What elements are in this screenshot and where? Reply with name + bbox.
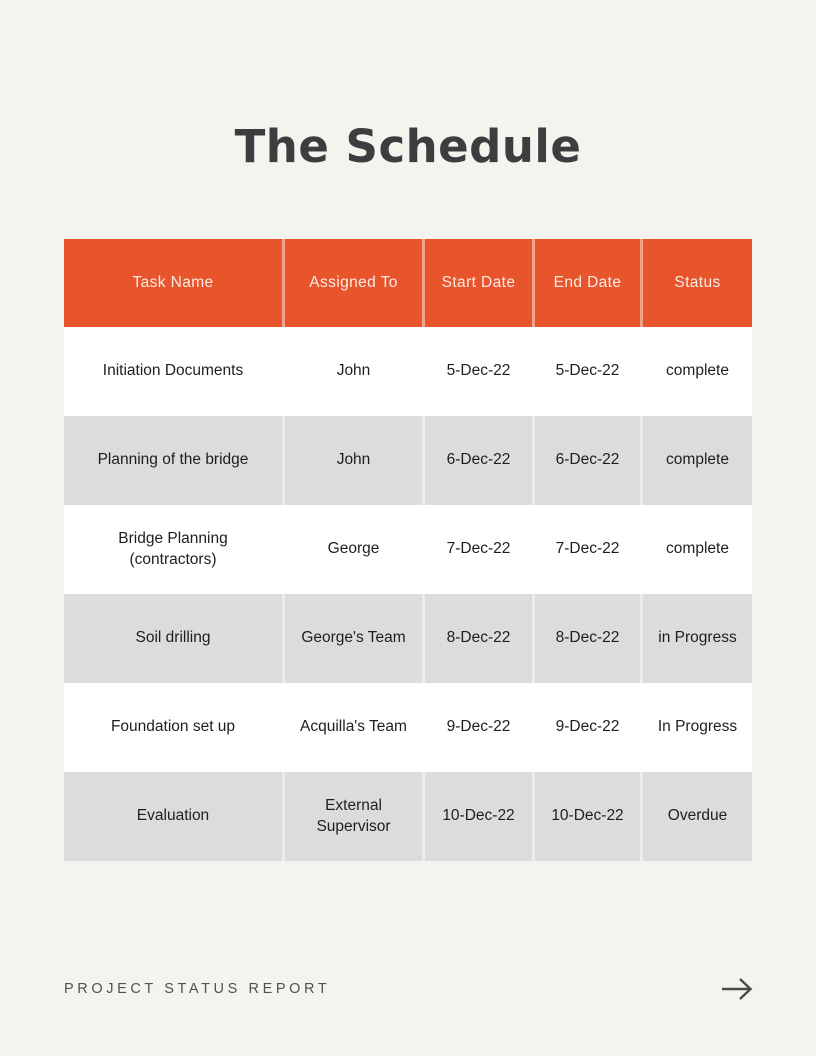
cell-assigned-to: John	[282, 416, 422, 505]
arrow-right-icon[interactable]	[718, 974, 756, 1004]
page-title: The Schedule	[234, 120, 582, 173]
cell-task-name: Soil drilling	[135, 629, 211, 647]
cell-task-name: Planning of the bridge	[97, 451, 249, 469]
table-row	[64, 327, 752, 416]
footer-report-label: PROJECT STATUS REPORT	[64, 981, 331, 997]
cell-end-date: 7-Dec-22	[532, 505, 640, 594]
cell-task-name: Evaluation	[136, 807, 210, 825]
table-row	[64, 505, 752, 594]
cell-start-date: 8-Dec-22	[422, 594, 532, 683]
column-header-status: Status	[640, 239, 752, 327]
cell-status: complete	[640, 327, 752, 416]
table-row	[64, 772, 752, 861]
cell-assigned-to: George's Team	[282, 594, 422, 683]
cell-end-date: 8-Dec-22	[532, 594, 640, 683]
cell-end-date: 5-Dec-22	[532, 327, 640, 416]
cell-end-date: 10-Dec-22	[532, 772, 640, 861]
cell-assigned-to: Acquilla's Team	[282, 683, 422, 772]
cell-start-date: 10-Dec-22	[422, 772, 532, 861]
cell-end-date: 9-Dec-22	[532, 683, 640, 772]
cell-status: In Progress	[640, 683, 752, 772]
cell-status: complete	[640, 505, 752, 594]
column-header-end-date: End Date	[532, 239, 640, 327]
cell-start-date: 9-Dec-22	[422, 683, 532, 772]
cell-status: in Progress	[640, 594, 752, 683]
cell-task-name: Foundation set up	[110, 718, 236, 736]
cell-start-date: 5-Dec-22	[422, 327, 532, 416]
table-row	[64, 683, 752, 772]
table-row	[64, 416, 752, 505]
column-header-start-date: Start Date	[422, 239, 532, 327]
column-header-task-name: Task Name	[132, 273, 214, 291]
table-header-row	[64, 239, 752, 327]
schedule-table	[64, 239, 752, 861]
cell-task-name: Initiation Documents	[102, 362, 244, 380]
cell-status: Overdue	[640, 772, 752, 861]
cell-start-date: 7-Dec-22	[422, 505, 532, 594]
cell-end-date: 6-Dec-22	[532, 416, 640, 505]
column-header-assigned-to: Assigned To	[282, 239, 422, 327]
table-row	[64, 594, 752, 683]
cell-assigned-to: John	[282, 327, 422, 416]
cell-task-name: Bridge Planning (contractors)	[118, 529, 228, 568]
cell-start-date: 6-Dec-22	[422, 416, 532, 505]
cell-assigned-to: External Supervisor	[282, 772, 422, 861]
cell-status: complete	[640, 416, 752, 505]
page-footer	[64, 970, 756, 1008]
cell-assigned-to: George	[282, 505, 422, 594]
